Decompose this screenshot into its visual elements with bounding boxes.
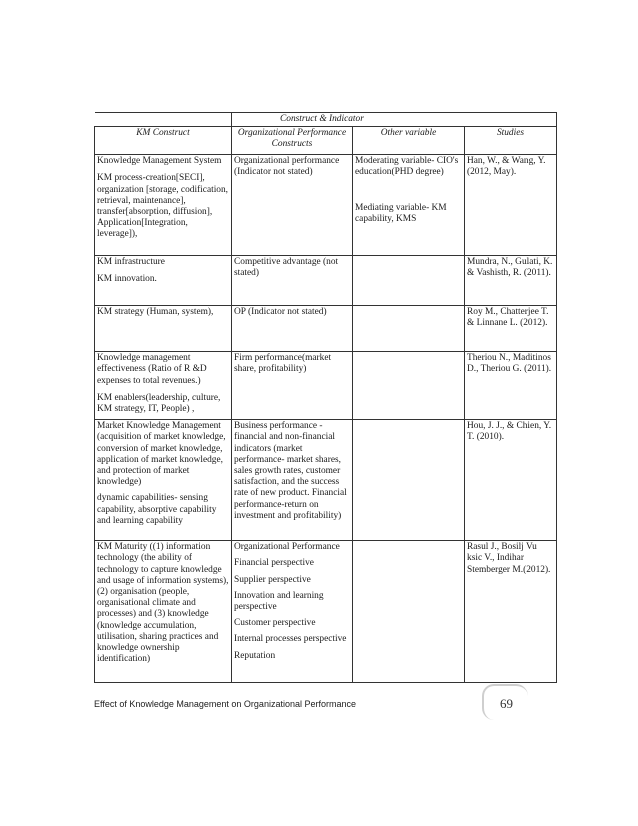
table-row [95, 306, 557, 352]
km-item: Knowledge Management System [97, 156, 222, 167]
op-cell [232, 420, 353, 541]
study-item: Mundra, N., Gulati, K. & Vashisth, R. (2011). [467, 257, 553, 279]
studies-cell [465, 541, 557, 683]
other-item: Moderating variable- CIO's education(PHD degree) [355, 156, 459, 178]
op-cell [232, 256, 353, 306]
op-cell [232, 155, 353, 256]
studies-cell [465, 352, 557, 420]
op-cell [232, 541, 353, 683]
op-item: OP (Indicator not stated) [234, 307, 327, 318]
table-header-top-row [95, 113, 557, 127]
km-construct-cell [95, 541, 232, 683]
op-item: Customer perspective [234, 618, 316, 629]
studies-cell [465, 256, 557, 306]
footer-title: Effect of Knowledge Management on Organizational Performance [94, 699, 356, 709]
km-item: KM innovation. [97, 274, 157, 285]
study-item: Theriou N., Maditinos D., Theriou G. (2011). [467, 353, 552, 375]
op-item: Reputation [234, 650, 276, 661]
header-op-constructs: Organizational Performance Constructs [232, 127, 353, 155]
op-item: Supplier perspective [234, 574, 311, 585]
km-construct-cell [95, 256, 232, 306]
header-construct-indicator: Construct & Indicator [232, 113, 557, 127]
other-variable-cell [353, 256, 465, 306]
other-variable-cell [353, 155, 465, 256]
other-variable-cell [353, 352, 465, 420]
km-item: KM infrastructure [97, 257, 165, 268]
km-construct-cell [95, 352, 232, 420]
op-cell [232, 306, 353, 352]
op-item: Organizational Performance [234, 542, 340, 553]
other-variable-cell [353, 420, 465, 541]
km-construct-cell [95, 155, 232, 256]
km-item: KM enablers(leadership, culture, KM strategy, IT, People) , [97, 392, 221, 415]
studies-cell [465, 306, 557, 352]
study-item: Roy M., Chatterjee T. & Linnane L. (2012). [467, 307, 549, 329]
km-construct-cell [95, 306, 232, 352]
page-number: 69 [500, 696, 513, 711]
op-item: Firm performance(market share, profitability) [234, 353, 332, 375]
other-variable-cell [353, 306, 465, 352]
studies-cell [465, 155, 557, 256]
km-construct-cell [95, 420, 232, 541]
km-construct-table [94, 112, 557, 683]
op-item: Financial perspective [234, 558, 314, 569]
table-row [95, 155, 557, 256]
header-other-variable: Other variable [353, 127, 465, 155]
km-item: dynamic capabilities- sensing capability, absorptive capability and learning capability [97, 493, 217, 526]
op-item: Competitive advantage (not stated) [234, 257, 339, 279]
table-row [95, 420, 557, 541]
op-cell [232, 352, 353, 420]
km-item: Market Knowledge Management (acquisition of market knowledge, conversion of market knowledge, application of market knowledge, and protection of market knowledge) [97, 421, 226, 488]
study-item: Hou, J. J., & Chien, Y. T. (2010). [467, 421, 552, 443]
study-item: Han, W., & Wang, Y. (2012, May). [467, 156, 546, 178]
other-item: Mediating variable- KM capability, KMS [355, 202, 447, 224]
op-item: Organizational performance (Indicator not stated) [234, 156, 340, 178]
header-studies: Studies [465, 127, 557, 155]
op-item: Innovation and learning perspective [234, 590, 324, 613]
table-row [95, 256, 557, 306]
op-item: Internal processes perspective [234, 634, 347, 645]
table-header-row [95, 127, 557, 155]
km-item: KM strategy (Human, system), [97, 307, 214, 318]
studies-cell [465, 420, 557, 541]
km-item: KM process-creation[SECI], organization [storage, codification, retrieval, maintenance], transfer[absorption, diffusion], Application[Integration, leverage]), [97, 173, 229, 240]
km-item: Knowledge management effectiveness (Ratio of R &D expenses to total revenues.) [97, 353, 207, 386]
header-km-construct: KM Construct [95, 127, 232, 155]
table-row [95, 541, 557, 683]
op-item: Business performance -financial and non-financial indicators (market performance- market shares, sales growth rates, customer satisfaction, and the success rate of new product. Financial performance-return on investment and profitability) [234, 421, 347, 521]
table-row [95, 352, 557, 420]
study-item: Rasul J., Bosilj Vu ksic V., Indihar Stemberger M.(2012). [467, 542, 551, 575]
km-item: KM Maturity ((1) information technology (the ability of technology to capture knowledge and usage of information systems), (2) organisation (people, organisational climate and processes) and (3) knowledge (knowledge accumulation, utilisation, sharing practices and knowledge ownership identification) [97, 542, 229, 665]
other-variable-cell [353, 541, 465, 683]
